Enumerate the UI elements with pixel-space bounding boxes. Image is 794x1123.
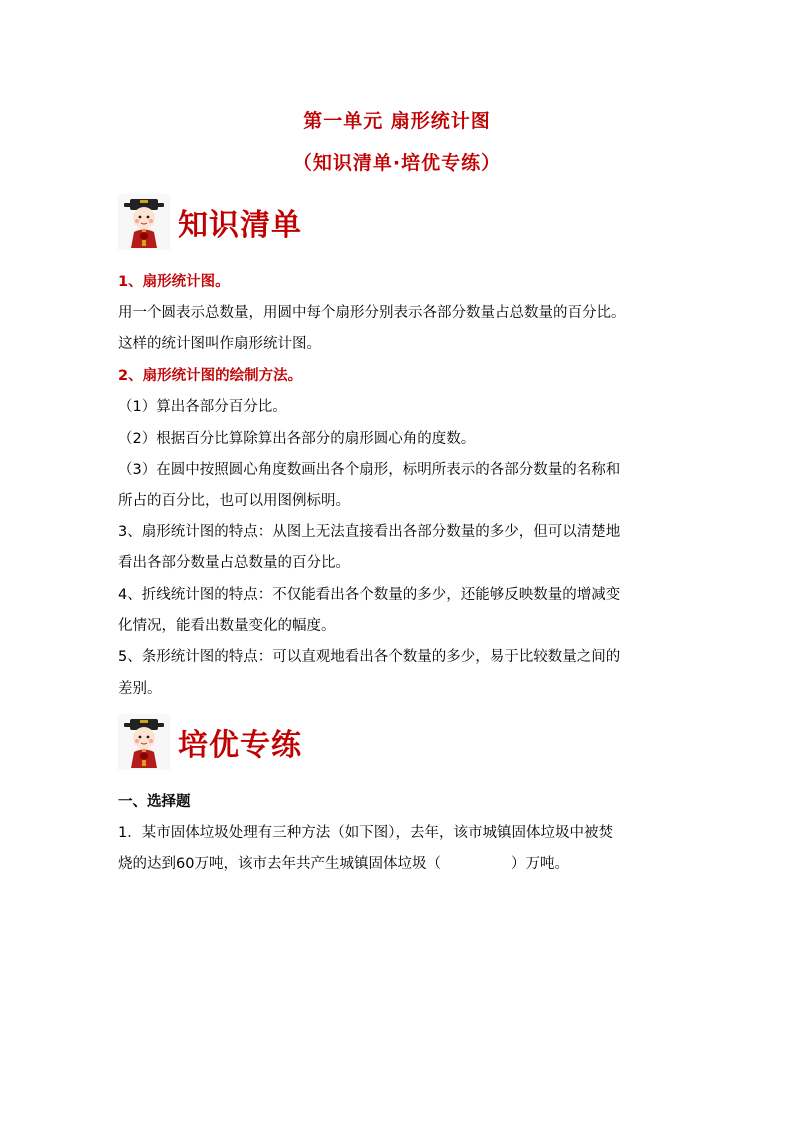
knowledge-line: 5、条形统计图的特点：可以直观地看出各个数量的多少，易于比较数量之间的 bbox=[118, 649, 621, 665]
question-1-text-after-blank: ）万吨。 bbox=[510, 856, 569, 872]
choice-section-heading: 一、选择题 bbox=[118, 794, 191, 810]
knowledge-section-header bbox=[118, 194, 302, 250]
page-subtitle: （知识清单·培优专练） bbox=[292, 152, 502, 174]
practice-section-header bbox=[118, 714, 302, 770]
knowledge-heading-1: 1、扇形统计图。 bbox=[118, 274, 230, 290]
knowledge-line: 3、扇形统计图的特点：从图上无法直接看出各部分数量的多少，但可以清楚地 bbox=[118, 524, 621, 540]
knowledge-section-title: 知识清单 bbox=[178, 208, 302, 243]
practice-section-title: 培优专练 bbox=[178, 728, 302, 763]
knowledge-line: 化情况，能看出数量变化的幅度。 bbox=[118, 618, 336, 634]
knowledge-line: 用一个圆表示总数量，用圆中每个扇形分别表示各部分数量占总数量的百分比。 bbox=[118, 305, 626, 321]
knowledge-line: 看出各部分数量占总数量的百分比。 bbox=[118, 555, 350, 571]
question-1-text-before-blank: 烧的达到60万吨，该市去年共产生城镇固体垃圾（ bbox=[118, 856, 441, 872]
scholar-mascot-icon bbox=[118, 194, 170, 250]
knowledge-line: 差别。 bbox=[118, 681, 162, 697]
knowledge-line: （3）在圆中按照圆心角度数画出各个扇形，标明所表示的各部分数量的名称和 bbox=[118, 462, 621, 478]
knowledge-heading-2: 2、扇形统计图的绘制方法。 bbox=[118, 368, 303, 384]
knowledge-line: 4、折线统计图的特点：不仅能看出各个数量的多少，还能够反映数量的增减变 bbox=[118, 587, 621, 603]
knowledge-line: 所占的百分比，也可以用图例标明。 bbox=[118, 493, 350, 509]
scholar-mascot-icon bbox=[118, 714, 170, 770]
question-1-line-1: 1．某市固体垃圾处理有三种方法（如下图），去年，该市城镇固体垃圾中被焚 bbox=[118, 825, 613, 841]
knowledge-line: （1）算出各部分百分比。 bbox=[118, 399, 287, 415]
question-1-line-2 bbox=[118, 852, 688, 873]
page-title: 第一单元 扇形统计图 bbox=[303, 110, 491, 132]
knowledge-line: （2）根据百分比算除算出各部分的扇形圆心角的度数。 bbox=[118, 431, 476, 447]
knowledge-line: 这样的统计图叫作扇形统计图。 bbox=[118, 336, 321, 352]
